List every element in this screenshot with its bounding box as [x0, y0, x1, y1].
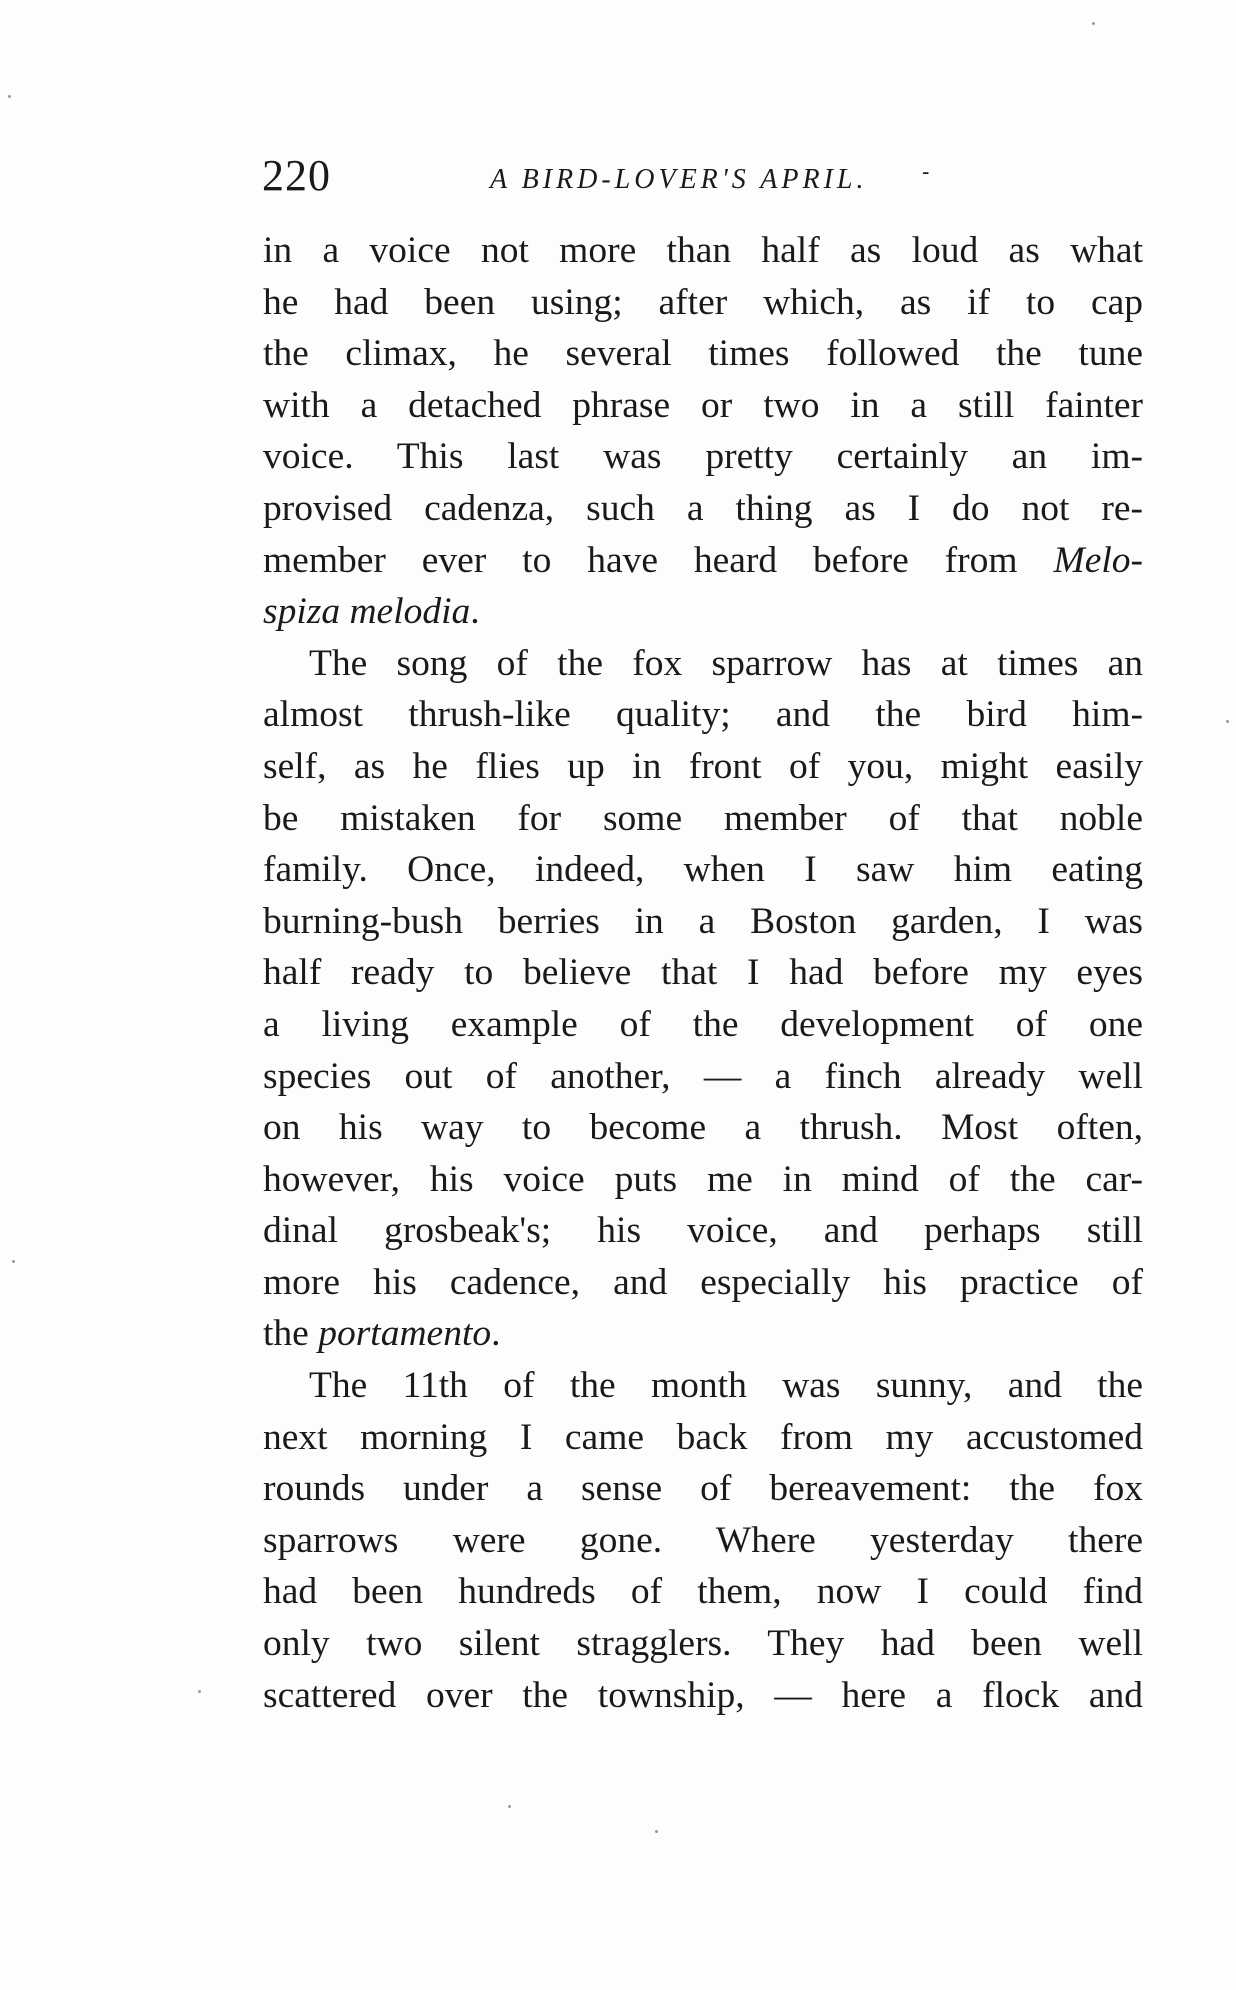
- text-line: [263, 1412, 1143, 1464]
- paper-speck: [198, 1690, 201, 1693]
- text-line-content: member ever to have heard before from: [263, 539, 1054, 581]
- paper-speck: [8, 95, 11, 98]
- text-line-content: half ready to believe that I had before my eyes: [263, 952, 1143, 994]
- text-line: [263, 1566, 1143, 1618]
- header-mark: -: [922, 160, 930, 185]
- text-line: [263, 1670, 1143, 1722]
- text-line-content: the: [263, 1313, 319, 1355]
- text-line-content: family. Once, indeed, when I saw him eating: [263, 849, 1143, 891]
- text-line: [263, 586, 1143, 638]
- text-line-content: he had been using; after which, as if to cap: [263, 281, 1143, 323]
- text-line-content: be mistaken for some member of that noble: [263, 797, 1143, 839]
- text-line-content: had been hundreds of them, now I could find: [263, 1571, 1143, 1613]
- text-line-content: a living example of the development of one: [263, 1003, 1143, 1045]
- paper-speck: [12, 1260, 15, 1263]
- text-line-content: rounds under a sense of bereavement: the fox: [263, 1468, 1143, 1510]
- text-line: [263, 1360, 1143, 1412]
- text-line: [263, 947, 1143, 999]
- text-line: [263, 1051, 1143, 1103]
- text-line-content: next morning I came back from my accustomed: [263, 1416, 1143, 1458]
- text-line-content: dinal grosbeak's; his voice, and perhaps still: [263, 1210, 1143, 1252]
- page-number: 220: [262, 151, 331, 200]
- text-line: [263, 1308, 1143, 1360]
- italic-term: Melo-: [1053, 539, 1143, 581]
- text-line-content: self, as he flies up in front of you, might easily: [263, 745, 1143, 787]
- text-line-content: with a detached phrase or two in a still fainter: [263, 384, 1143, 426]
- text-line: [263, 896, 1143, 948]
- text-line: [263, 638, 1143, 690]
- text-line-content: only two silent stragglers. They had been well: [263, 1623, 1143, 1665]
- text-line: [263, 328, 1143, 380]
- text-line: [263, 483, 1143, 535]
- text-line-content: voice. This last was pretty certainly an im-: [263, 436, 1143, 478]
- text-line-content: burning-bush berries in a Boston garden, I was: [263, 900, 1143, 942]
- trailing-punctuation: .: [470, 591, 480, 633]
- text-line: [263, 1205, 1143, 1257]
- italic-term: portamento: [318, 1313, 492, 1355]
- paper-speck: [655, 1830, 658, 1833]
- text-line-content: sparrows were gone. Where yesterday there: [263, 1519, 1143, 1561]
- trailing-punctuation: .: [491, 1313, 501, 1355]
- paper-speck: [1092, 22, 1095, 25]
- running-title: A BIRD-LOVER'S APRIL.: [490, 164, 868, 195]
- text-line: [263, 999, 1143, 1051]
- text-line: [263, 1463, 1143, 1515]
- text-line-content: species out of another, — a finch already well: [263, 1055, 1143, 1097]
- text-line: [263, 1257, 1143, 1309]
- paper-speck: [508, 1805, 511, 1808]
- text-line-content: almost thrush-like quality; and the bird him-: [263, 694, 1143, 736]
- text-line: [263, 277, 1143, 329]
- text-line-content: more his cadence, and especially his practice of: [263, 1261, 1143, 1303]
- text-line-content: on his way to become a thrush. Most often,: [263, 1107, 1143, 1149]
- text-line-content: in a voice not more than half as loud as what: [263, 230, 1143, 271]
- italic-term: spiza melodia: [263, 591, 471, 633]
- text-line-content: scattered over the township, — here a flock and: [263, 1674, 1143, 1716]
- page-header: [262, 150, 1142, 210]
- paper-speck: [1226, 720, 1229, 723]
- text-line-content: The song of the fox sparrow has at times an: [309, 642, 1143, 684]
- text-line-content: however, his voice puts me in mind of the car-: [263, 1158, 1143, 1200]
- text-line: [263, 431, 1143, 483]
- body-text: [263, 225, 1143, 1721]
- text-line: [263, 689, 1143, 741]
- text-line: [263, 535, 1143, 587]
- text-line: [263, 225, 1143, 277]
- text-line: [263, 380, 1143, 432]
- text-line: [263, 1154, 1143, 1206]
- text-line: [263, 1102, 1143, 1154]
- text-line: [263, 793, 1143, 845]
- text-line: [263, 844, 1143, 896]
- text-line: [263, 1515, 1143, 1567]
- text-line-content: provised cadenza, such a thing as I do not re-: [263, 487, 1143, 529]
- text-line: [263, 1618, 1143, 1670]
- text-line-content: The 11th of the month was sunny, and the: [309, 1365, 1143, 1407]
- text-line: [263, 741, 1143, 793]
- text-line-content: the climax, he several times followed the tune: [263, 333, 1143, 375]
